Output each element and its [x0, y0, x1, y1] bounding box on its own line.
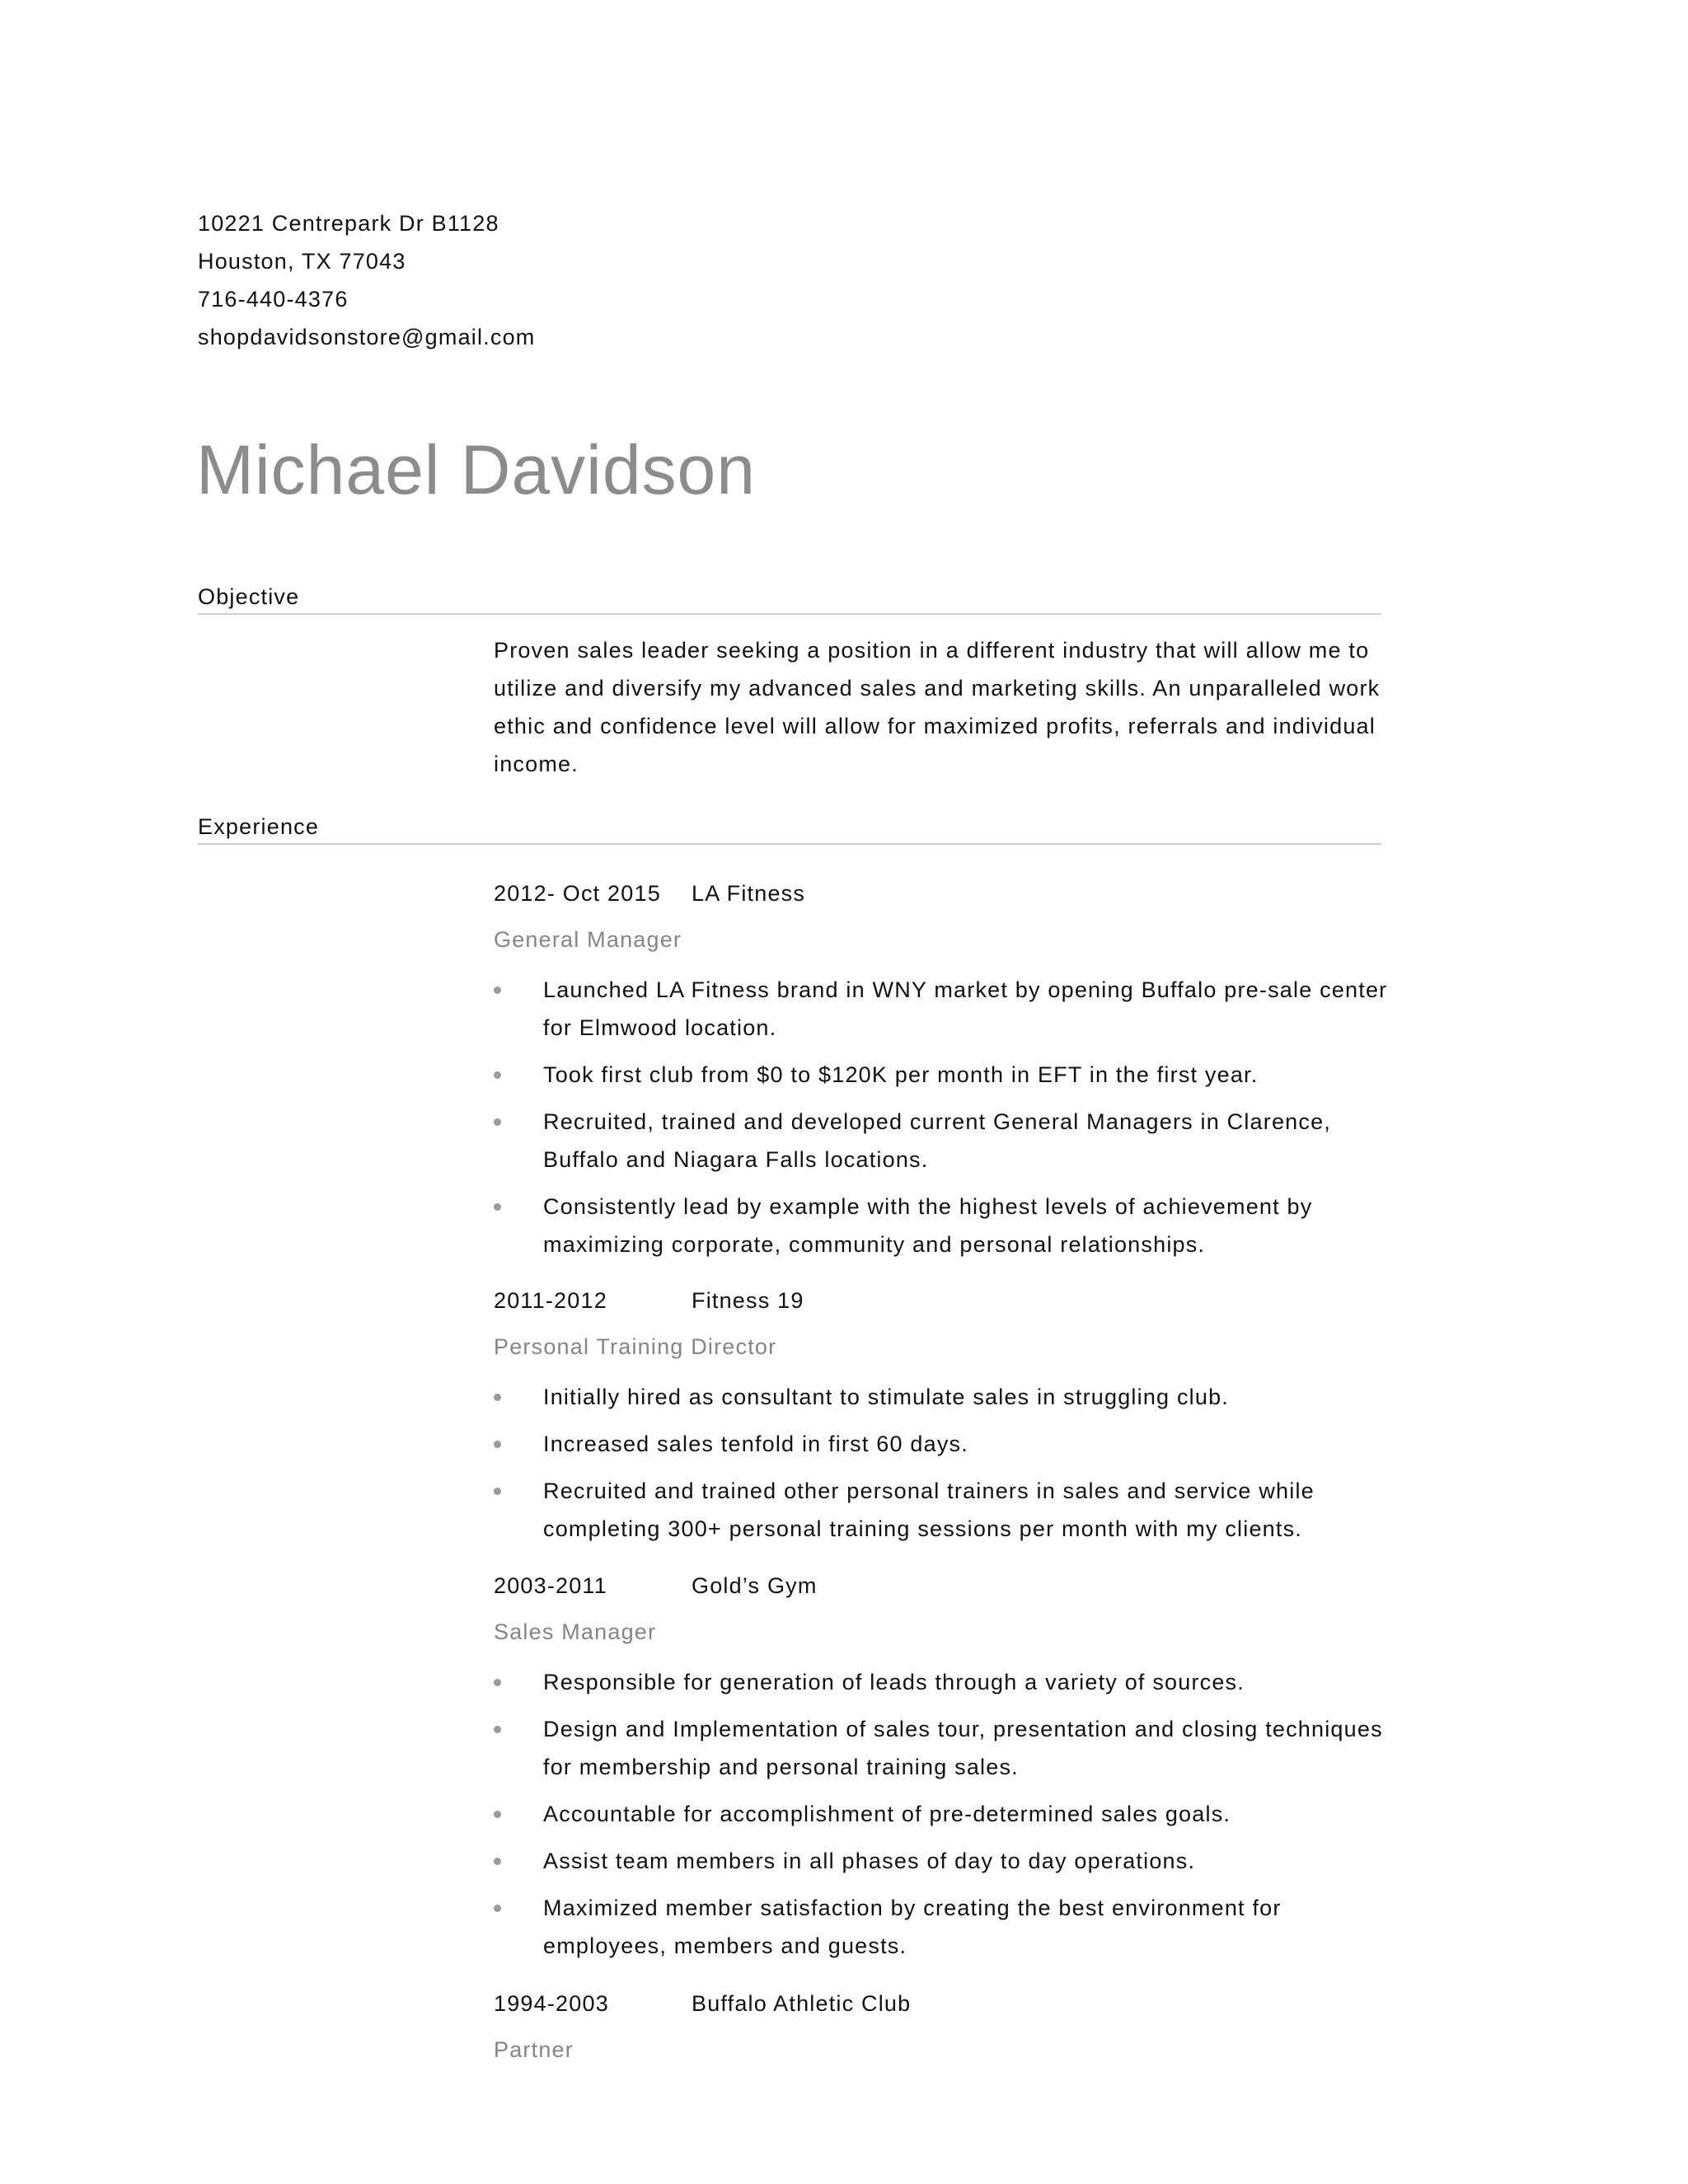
list-item: [494, 1842, 1392, 1880]
list-item: [494, 1378, 1392, 1416]
list-item: [494, 1710, 1392, 1786]
bullet-icon: [494, 1488, 501, 1495]
phone-number: 716-440-4376: [198, 287, 349, 312]
bullet-icon: [494, 1726, 501, 1733]
bullet-icon: [494, 1441, 501, 1448]
list-item: [494, 1056, 1392, 1094]
list-item: [494, 1425, 1392, 1463]
bullet-text: Consistently lead by example with the highest levels of achievement by maximizing corporate, community and personal relationships.: [543, 1194, 1313, 1257]
list-item: [494, 1889, 1392, 1965]
list-item: [494, 1103, 1392, 1179]
bullet-text: Design and Implementation of sales tour, presentation and closing techniques for membership and personal training sales.: [543, 1717, 1383, 1779]
job-dates: 2012- Oct 2015: [494, 881, 661, 906]
job-bullet-list: [494, 1663, 1392, 1965]
bullet-icon: [494, 1071, 501, 1079]
bullet-icon: [494, 1679, 501, 1686]
bullet-text: Accountable for accomplishment of pre-determined sales goals.: [543, 1802, 1231, 1826]
list-item: [494, 1472, 1392, 1548]
bullet-text: Recruited, trained and developed current General Managers in Clarence, Buffalo and Niagara Falls locations.: [543, 1109, 1332, 1172]
address-line-2: Houston, TX 77043: [198, 249, 406, 274]
job-header: [494, 1286, 1392, 1315]
job-header: [494, 1989, 1392, 2018]
job-title: Sales Manager: [494, 1619, 657, 1644]
email-address: shopdavidsonstore@gmail.com: [198, 325, 536, 349]
job-title: Partner: [494, 2037, 574, 2062]
bullet-text: Assist team members in all phases of day to day operations.: [543, 1849, 1196, 1873]
bullet-text: Maximized member satisfaction by creating the best environment for employees, members and guests.: [543, 1896, 1282, 1958]
job-company: Buffalo Athletic Club: [692, 1991, 912, 2016]
job-company: LA Fitness: [692, 881, 806, 906]
bullet-text: Increased sales tenfold in first 60 days.: [543, 1432, 968, 1456]
job-entry: [494, 879, 1392, 1272]
job-bullet-list: [494, 971, 1392, 1263]
bullet-icon: [494, 1118, 501, 1126]
list-item: [494, 1663, 1392, 1701]
job-company: Fitness 19: [692, 1288, 804, 1313]
bullet-text: Launched LA Fitness brand in WNY market by opening Buffalo pre-sale center for Elmwood location.: [543, 977, 1388, 1040]
job-company: Gold’s Gym: [692, 1573, 818, 1598]
contact-block: [198, 204, 536, 356]
objective-heading: Objective: [198, 582, 1381, 615]
bullet-icon: [494, 1394, 501, 1401]
job-dates: 2011-2012: [494, 1288, 607, 1313]
candidate-name: Michael Davidson: [196, 431, 756, 509]
job-bullet-list: [494, 1378, 1392, 1548]
bullet-icon: [494, 987, 501, 994]
objective-text: Proven sales leader seeking a position in a different industry that will allow me to utilize and diversify my advanced sales and marketing skills. An unparalleled work ethic and confidence level will allow for maximized profits, referrals and individual income.: [494, 638, 1381, 776]
job-entry: [494, 1989, 1392, 2064]
bullet-icon: [494, 1811, 501, 1818]
job-dates: 2003-2011: [494, 1573, 607, 1598]
job-header: [494, 1571, 1392, 1601]
bullet-text: Responsible for generation of leads through a variety of sources.: [543, 1670, 1245, 1694]
address-line-1: 10221 Centrepark Dr B1128: [198, 211, 499, 236]
list-item: [494, 1795, 1392, 1833]
list-item: [494, 1188, 1392, 1263]
job-entry: [494, 1286, 1392, 1557]
job-title: Personal Training Director: [494, 1334, 777, 1359]
list-item: [494, 971, 1392, 1047]
job-entry: [494, 1571, 1392, 1974]
experience-heading: Experience: [198, 812, 1381, 845]
bullet-text: Took first club from $0 to $120K per month in EFT in the first year.: [543, 1062, 1259, 1087]
bullet-text: Initially hired as consultant to stimulate sales in struggling club.: [543, 1385, 1229, 1409]
bullet-text: Recruited and trained other personal trainers in sales and service while completing 300+ personal training sessions per month with my clients.: [543, 1479, 1315, 1541]
bullet-icon: [494, 1203, 501, 1211]
bullet-icon: [494, 1858, 501, 1865]
bullet-icon: [494, 1905, 501, 1912]
job-title: General Manager: [494, 927, 682, 952]
job-dates: 1994-2003: [494, 1991, 609, 2016]
job-header: [494, 879, 1392, 908]
